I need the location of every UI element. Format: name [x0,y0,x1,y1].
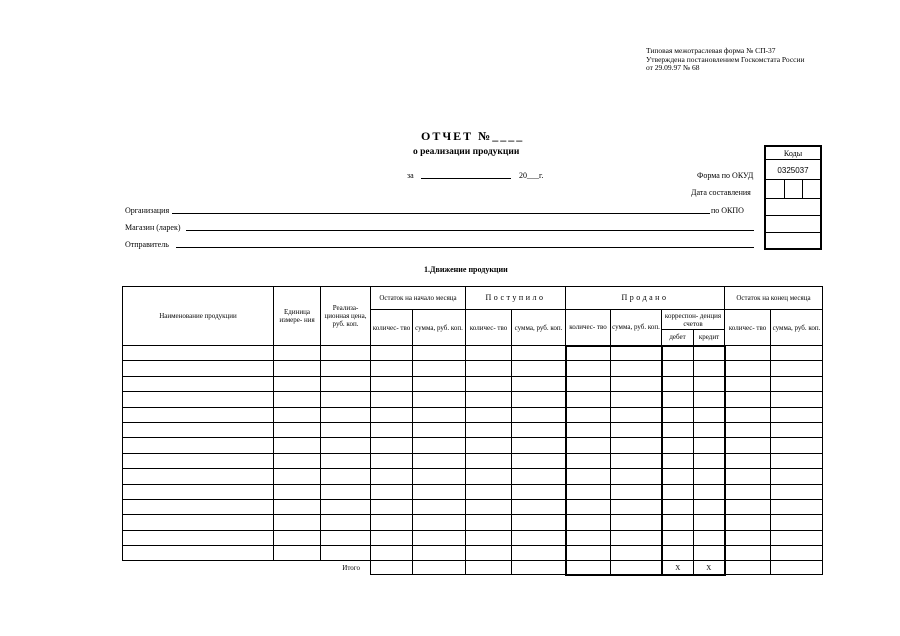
table-cell[interactable] [566,438,611,453]
table-cell[interactable] [274,346,321,361]
table-cell[interactable] [371,499,413,514]
table-cell[interactable] [274,469,321,484]
table-cell[interactable] [123,438,274,453]
period-za-label: за [407,171,414,180]
organization-field[interactable] [172,213,710,214]
table-cell[interactable] [771,346,823,361]
table-cell[interactable] [371,546,413,561]
table-cell[interactable] [321,469,371,484]
table-cell[interactable] [123,515,274,530]
table-cell[interactable] [413,515,466,530]
table-cell[interactable] [566,469,611,484]
table-cell[interactable] [771,422,823,437]
table-cell[interactable] [611,453,662,468]
table-cell[interactable] [611,546,662,561]
table-cell[interactable] [274,376,321,391]
sender-field[interactable] [176,247,754,248]
table-cell[interactable] [413,530,466,545]
shop-label: Магазин (ларек) [125,223,181,232]
table-cell[interactable] [413,546,466,561]
table-cell[interactable] [771,484,823,499]
table-cell[interactable] [123,499,274,514]
table-cell[interactable] [274,392,321,407]
table-cell[interactable] [466,469,512,484]
table-cell[interactable] [566,515,611,530]
table-cell[interactable] [611,484,662,499]
table-cell[interactable] [611,346,662,361]
table-cell[interactable] [466,515,512,530]
product-movement-table [122,286,823,576]
table-cell[interactable] [371,392,413,407]
table-cell[interactable] [771,438,823,453]
total-cell[interactable] [512,561,566,575]
table-cell[interactable] [725,407,771,422]
table-cell[interactable] [371,376,413,391]
table-cell[interactable] [694,438,725,453]
table-row [123,422,823,437]
table-cell[interactable] [725,469,771,484]
table-cell[interactable] [321,484,371,499]
table-cell[interactable] [321,376,371,391]
table-cell[interactable] [466,376,512,391]
table-cell[interactable] [123,546,274,561]
table-cell[interactable] [512,515,566,530]
table-cell[interactable] [413,469,466,484]
table-cell[interactable] [466,392,512,407]
table-cell[interactable] [725,515,771,530]
col-header-sold: Продано [566,287,725,310]
table-cell[interactable] [725,438,771,453]
table-cell[interactable] [512,346,566,361]
table-cell[interactable] [566,422,611,437]
table-cell[interactable] [611,530,662,545]
table-cell[interactable] [466,407,512,422]
sub-header-sum: сумма, руб. коп. [771,310,823,346]
table-cell[interactable] [725,546,771,561]
table-row [123,361,823,376]
table-cell[interactable] [662,530,694,545]
table-cell[interactable] [725,484,771,499]
table-cell[interactable] [321,407,371,422]
table-cell[interactable] [662,546,694,561]
table-cell[interactable] [413,453,466,468]
table-cell[interactable] [123,453,274,468]
table-row [123,546,823,561]
table-cell[interactable] [566,361,611,376]
table-cell[interactable] [771,392,823,407]
table-cell[interactable] [413,392,466,407]
table-cell[interactable] [725,453,771,468]
table-cell[interactable] [512,376,566,391]
table-cell[interactable] [466,484,512,499]
table-cell[interactable] [611,361,662,376]
table-cell[interactable] [566,546,611,561]
table-cell[interactable] [694,530,725,545]
table-cell[interactable] [466,346,512,361]
form-header-note [646,47,805,73]
table-cell[interactable] [466,453,512,468]
organization-label: Организация [125,206,170,215]
table-cell[interactable] [413,484,466,499]
table-cell[interactable] [371,515,413,530]
table-cell[interactable] [274,438,321,453]
table-cell[interactable] [274,407,321,422]
table-cell[interactable] [512,546,566,561]
table-cell[interactable] [566,499,611,514]
table-cell[interactable] [725,361,771,376]
table-cell[interactable] [512,392,566,407]
table-cell[interactable] [512,361,566,376]
table-row [123,484,823,499]
table-cell[interactable] [123,469,274,484]
sub-header-debit: дебет [662,330,694,346]
col-header-price: Реализа- ционная цена, руб. коп. [321,287,371,346]
total-debit-x[interactable]: Х [662,561,694,575]
table-cell[interactable] [413,499,466,514]
total-credit-x[interactable]: Х [694,561,725,575]
date-cell-divider-1 [784,180,785,198]
table-cell[interactable] [371,469,413,484]
table-cell[interactable] [371,361,413,376]
table-cell[interactable] [662,499,694,514]
table-cell[interactable] [771,515,823,530]
table-cell[interactable] [413,361,466,376]
period-month-field[interactable] [421,178,511,179]
table-cell[interactable] [694,407,725,422]
sub-header-qty: количес- тво [371,310,413,346]
table-cell[interactable] [274,546,321,561]
total-cell[interactable] [413,561,466,575]
table-cell[interactable] [413,407,466,422]
table-cell[interactable] [771,499,823,514]
table-cell[interactable] [566,530,611,545]
report-subtitle: о реализации продукции [413,147,520,157]
table-row [123,438,823,453]
sub-header-qty: количес- тво [466,310,512,346]
table-cell[interactable] [123,346,274,361]
total-label: Итого [342,564,360,573]
table-cell[interactable] [566,407,611,422]
table-cell[interactable] [694,499,725,514]
table-cell[interactable] [274,453,321,468]
table-cell[interactable] [512,407,566,422]
table-cell[interactable] [321,515,371,530]
table-cell[interactable] [725,346,771,361]
table-cell[interactable] [123,392,274,407]
table-cell[interactable] [123,407,274,422]
form-header-line-1: Типовая межотраслевая форма № СП-37 [646,46,776,55]
table-row [123,530,823,545]
sender-label: Отправитель [125,240,169,249]
table-cell[interactable] [123,530,274,545]
table-cell[interactable] [371,530,413,545]
table-cell[interactable] [694,346,725,361]
table-cell[interactable] [512,530,566,545]
table-cell[interactable] [274,530,321,545]
period-year-label: 20___г. [519,171,544,180]
table-cell[interactable] [771,407,823,422]
table-cell[interactable] [662,407,694,422]
table-cell[interactable] [725,422,771,437]
sub-header-sum: сумма, руб. коп. [413,310,466,346]
date-cell-divider-2 [802,180,803,198]
table-cell[interactable] [725,376,771,391]
table-cell[interactable] [611,499,662,514]
table-cell[interactable] [694,376,725,391]
table-cell[interactable] [466,546,512,561]
table-cell[interactable] [694,515,725,530]
okud-label: Форма по ОКУД [697,171,754,180]
table-cell[interactable] [413,346,466,361]
sub-header-qty: количес- тво [566,310,611,346]
table-cell[interactable] [725,392,771,407]
table-cell[interactable] [371,346,413,361]
table-cell[interactable] [413,376,466,391]
table-cell[interactable] [662,392,694,407]
table-cell[interactable] [566,484,611,499]
table-cell[interactable] [123,361,274,376]
table-cell[interactable] [371,453,413,468]
sub-header-sum: сумма, руб. коп. [512,310,566,346]
table-cell[interactable] [566,392,611,407]
col-header-end-balance: Остаток на конец месяца [725,287,823,310]
table-cell[interactable] [694,453,725,468]
table-cell[interactable] [371,484,413,499]
form-header-line-2: Утверждена постановлением Госкомстата России [646,54,805,64]
table-cell[interactable] [566,376,611,391]
table-cell[interactable] [512,422,566,437]
table-cell[interactable] [274,422,321,437]
sub-header-correspondence: корреспон- денция счетов [662,310,725,330]
table-cell[interactable] [611,376,662,391]
table-row [123,392,823,407]
table-cell[interactable] [725,499,771,514]
table-cell[interactable] [274,361,321,376]
codes-header: Коды [783,149,803,158]
table-cell[interactable] [466,438,512,453]
table-cell[interactable] [694,392,725,407]
table-cell[interactable] [662,438,694,453]
table-cell[interactable] [611,438,662,453]
col-header-start-balance: Остаток на начало месяца [371,287,466,310]
col-header-name: Наименование продукции [123,287,274,346]
table-cell[interactable] [321,392,371,407]
col-header-received: Поступило [466,287,566,310]
report-title: ОТЧЕТ №____ [421,129,525,143]
table-cell[interactable] [771,546,823,561]
section-title: 1.Движение продукции [424,265,508,274]
table-cell[interactable] [611,392,662,407]
table-cell[interactable] [123,484,274,499]
table-cell[interactable] [694,361,725,376]
table-cell[interactable] [694,484,725,499]
table-row [123,469,823,484]
table-cell[interactable] [123,422,274,437]
table-cell[interactable] [512,484,566,499]
okud-value[interactable]: 0325037 [777,166,809,175]
table-row [123,515,823,530]
table-row [123,346,823,361]
table-cell[interactable] [321,530,371,545]
sub-header-credit: кредит [694,330,725,346]
total-cell[interactable] [611,561,662,575]
table-cell[interactable] [694,469,725,484]
table-cell[interactable] [512,453,566,468]
table-cell[interactable] [512,499,566,514]
table-cell[interactable] [771,453,823,468]
table-cell[interactable] [371,438,413,453]
table-cell[interactable] [321,438,371,453]
table-cell[interactable] [694,422,725,437]
table-cell[interactable] [611,422,662,437]
table-cell[interactable] [662,346,694,361]
table-cell[interactable] [662,376,694,391]
table-row [123,499,823,514]
table-cell[interactable] [662,361,694,376]
table-cell[interactable] [611,407,662,422]
total-cell[interactable] [771,561,823,575]
total-cell[interactable] [466,561,512,575]
col-header-unit: Единица измере- ния [274,287,321,346]
table-cell[interactable] [466,499,512,514]
table-cell[interactable] [466,422,512,437]
table-cell[interactable] [466,361,512,376]
table-cell[interactable] [662,469,694,484]
table-cell[interactable] [413,422,466,437]
table-cell[interactable] [771,361,823,376]
table-cell[interactable] [662,484,694,499]
table-cell[interactable] [321,499,371,514]
table-cell[interactable] [662,453,694,468]
table-cell[interactable] [512,438,566,453]
table-cell[interactable] [662,422,694,437]
table-cell[interactable] [413,438,466,453]
total-cell[interactable] [566,561,611,575]
table-cell[interactable] [321,546,371,561]
table-cell[interactable] [371,407,413,422]
table-cell[interactable] [321,422,371,437]
table-cell[interactable] [725,530,771,545]
table-cell[interactable] [771,469,823,484]
total-row [123,561,823,575]
table-cell[interactable] [321,361,371,376]
table-cell[interactable] [771,530,823,545]
table-cell[interactable] [123,376,274,391]
form-header-line-3: от 29.09.97 № 68 [646,63,700,72]
table-cell[interactable] [321,346,371,361]
table-cell[interactable] [274,515,321,530]
total-cell[interactable] [371,561,413,575]
table-cell[interactable] [274,484,321,499]
shop-field[interactable] [186,230,754,231]
table-cell[interactable] [566,346,611,361]
okpo-label: по ОКПО [711,206,744,215]
table-cell[interactable] [694,546,725,561]
sub-header-qty: количес- тво [725,310,771,346]
table-cell[interactable] [611,469,662,484]
codes-box [764,145,822,250]
table-row [123,407,823,422]
sub-header-sum: сумма, руб. коп. [611,310,662,346]
table-cell[interactable] [566,453,611,468]
table-row [123,376,823,391]
table-row [123,453,823,468]
table-cell[interactable] [662,515,694,530]
total-cell[interactable] [725,561,771,575]
date-label: Дата составления [691,188,751,197]
table-cell[interactable] [371,422,413,437]
table-cell[interactable] [512,469,566,484]
table-cell[interactable] [274,499,321,514]
table-cell[interactable] [321,453,371,468]
table-cell[interactable] [611,515,662,530]
table-cell[interactable] [771,376,823,391]
table-cell[interactable] [466,530,512,545]
